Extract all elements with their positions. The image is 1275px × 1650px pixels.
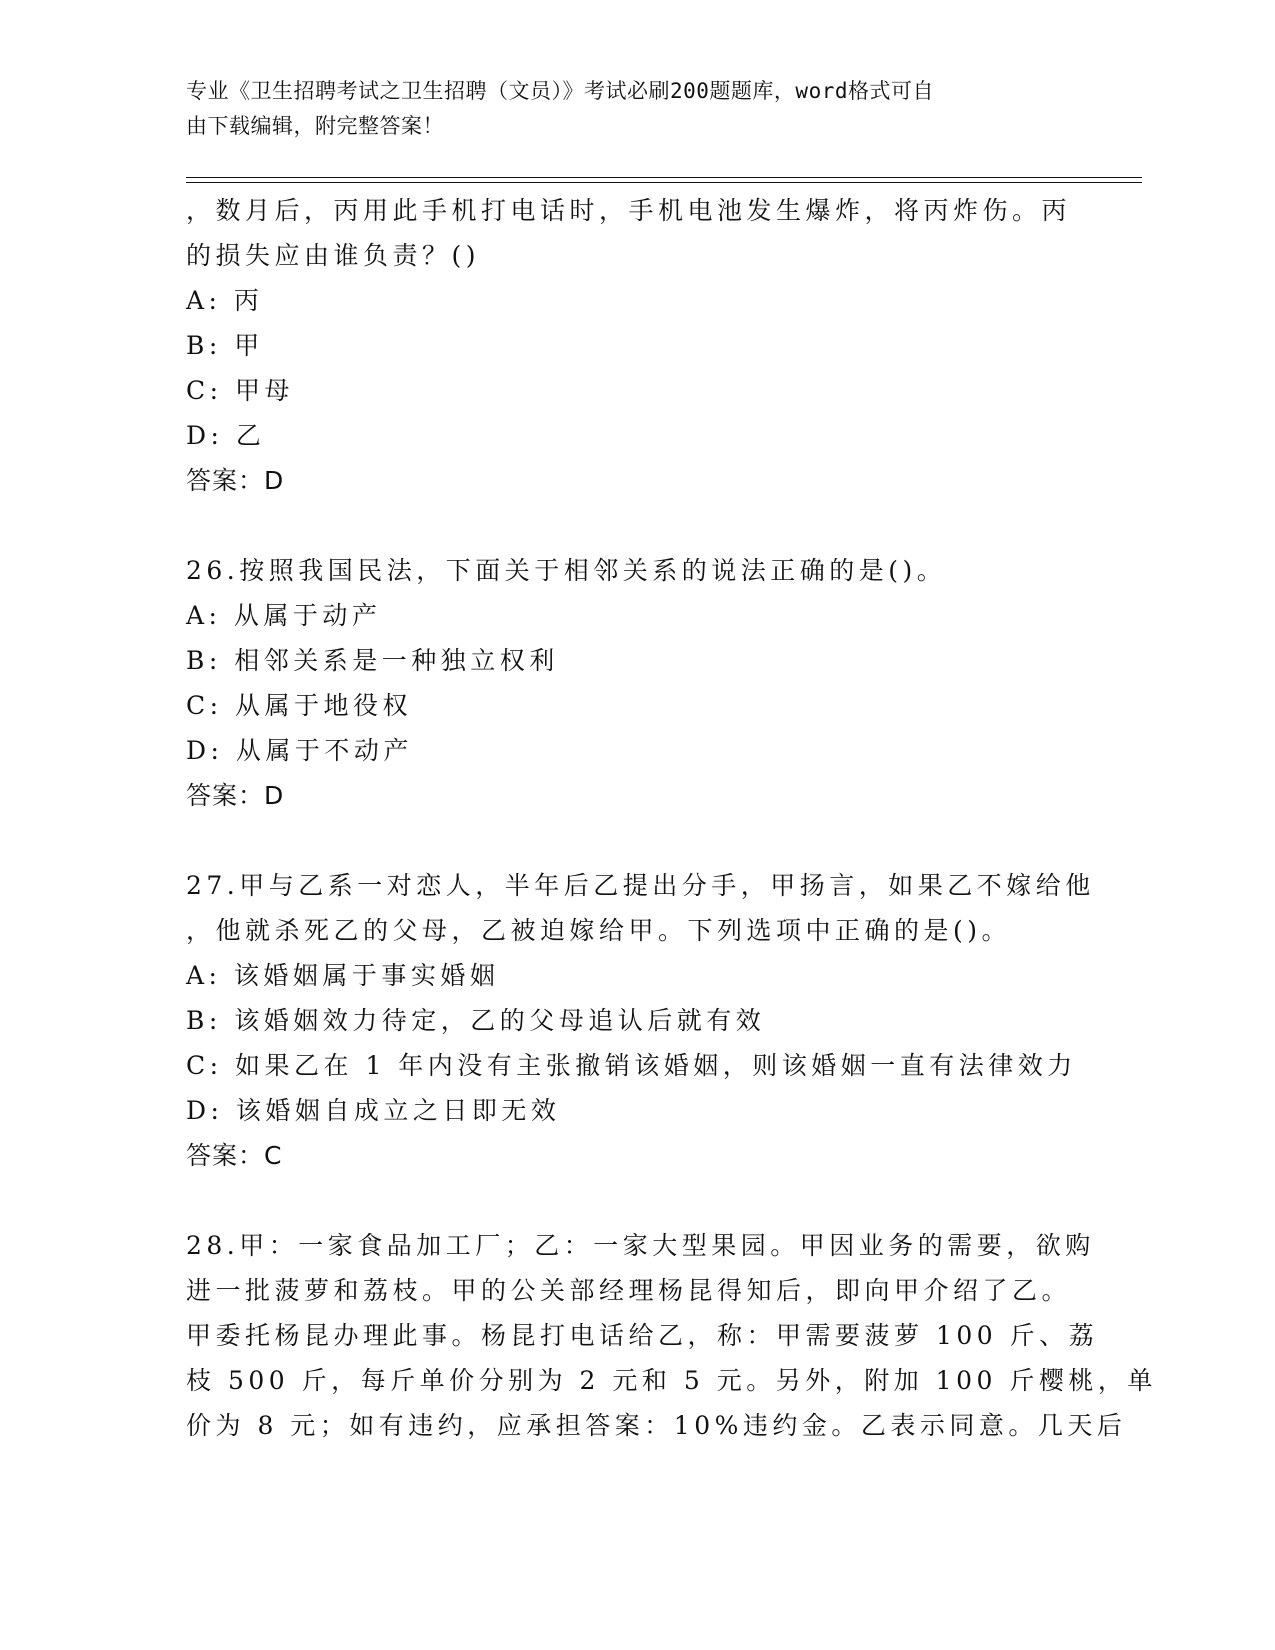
option-b: B: 甲	[186, 331, 264, 360]
option-b: B: 相邻关系是一种独立权利	[186, 646, 559, 675]
header-line-1: 专业《卫生招聘考试之卫生招聘（文员）》考试必刷200题题库，word格式可自	[186, 79, 934, 103]
option-a: A: 该婚姻属于事实婚姻	[186, 961, 500, 990]
question-stem-line: 进一批菠萝和荔枝。甲的公关部经理杨昆得知后，即向甲介绍了乙。	[186, 1276, 1072, 1305]
option-c: C: 如果乙在 1 年内没有主张撤销该婚姻，则该婚姻一直有法律效力	[186, 1051, 1077, 1080]
option-c: C: 甲母	[186, 376, 294, 405]
question-stem-line: 28.甲：一家食品加工厂；乙：一家大型果园。甲因业务的需要，欲购	[186, 1231, 1095, 1260]
question-stem-line: 价为 8 元；如有违约，应承担答案：10%违约金。乙表示同意。几天后	[186, 1411, 1127, 1440]
option-a: A: 从属于动产	[186, 601, 382, 630]
option-a: A: 丙	[186, 286, 264, 315]
header-divider-top	[186, 177, 1142, 178]
question-stem-line: 甲委托杨昆办理此事。杨昆打电话给乙，称：甲需要菠萝 100 斤、荔	[186, 1321, 1099, 1350]
question-25	[186, 188, 1106, 503]
option-d: D: 从属于不动产	[186, 736, 413, 765]
header-divider-bottom	[186, 182, 1142, 183]
option-c: C: 从属于地役权	[186, 691, 412, 720]
option-d: D: 该婚姻自成立之日即无效	[186, 1096, 561, 1125]
question-stem-line: 26.按照我国民法，下面关于相邻关系的说法正确的是()。	[186, 556, 947, 585]
answer-line: 答案：D	[186, 781, 285, 810]
document-header	[186, 74, 1086, 144]
question-stem-line: 枝 500 斤，每斤单价分别为 2 元和 5 元。另外，附加 100 斤樱桃，单	[186, 1366, 1157, 1395]
question-list	[186, 188, 1157, 1448]
question-stem-line: ，数月后，丙用此手机打电话时，手机电池发生爆炸，将丙炸伤。丙	[186, 196, 1072, 225]
question-stem-line: 的损失应由谁负责？()	[186, 241, 481, 270]
option-d: D: 乙	[186, 421, 266, 450]
question-26	[186, 548, 1106, 818]
question-27	[186, 863, 1106, 1178]
question-stem-line: 27.甲与乙系一对恋人，半年后乙提出分手，甲扬言，如果乙不嫁给他	[186, 871, 1095, 900]
question-28	[186, 1223, 1157, 1448]
answer-line: 答案：D	[186, 466, 285, 495]
spacer	[186, 818, 1106, 863]
answer-line: 答案：C	[186, 1141, 283, 1170]
option-b: B: 该婚姻效力待定，乙的父母追认后就有效	[186, 1006, 766, 1035]
spacer	[186, 1178, 1106, 1223]
question-stem-line: ，他就杀死乙的父母，乙被迫嫁给甲。下列选项中正确的是()。	[186, 916, 1012, 945]
spacer	[186, 503, 1106, 548]
header-line-2: 由下载编辑，附完整答案！	[186, 114, 444, 138]
